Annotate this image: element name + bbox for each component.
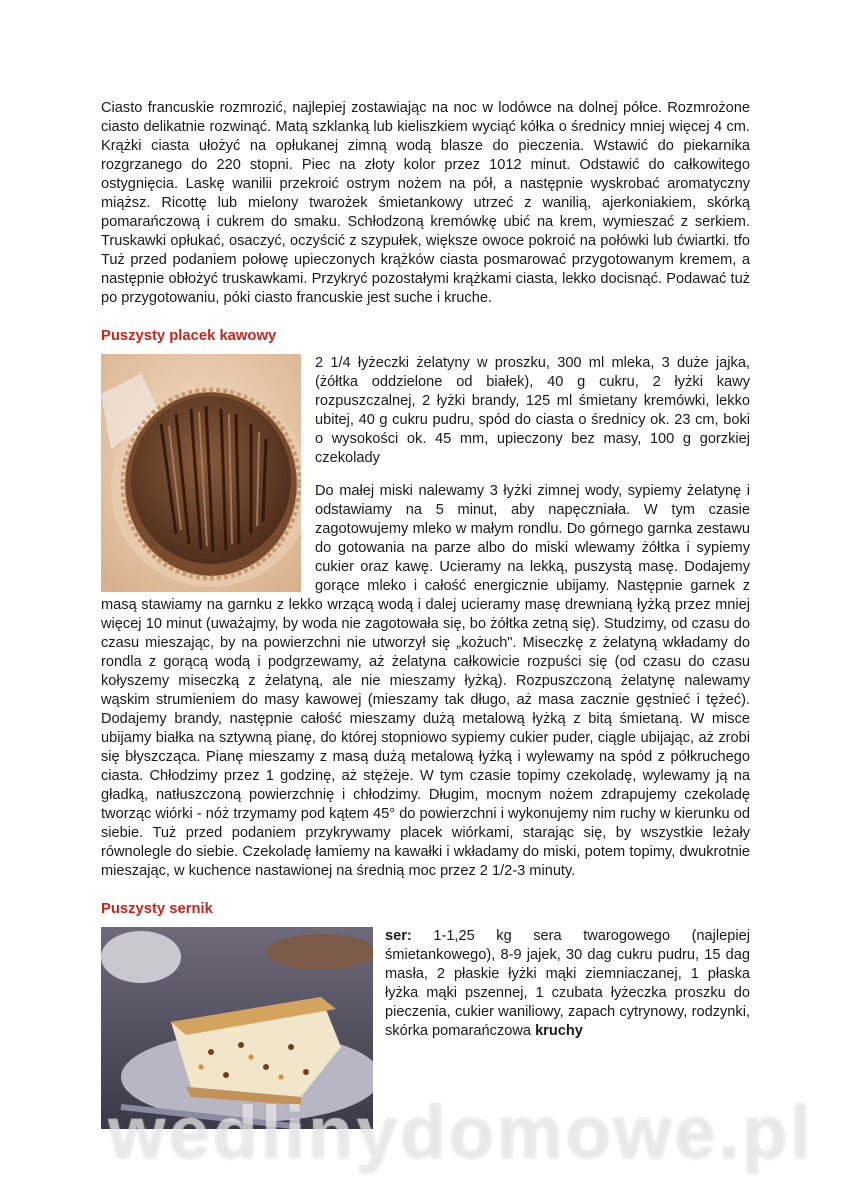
sernik-heading: Puszysty sernik — [101, 901, 213, 917]
sernik-tail-label: kruchy — [535, 1023, 583, 1039]
placek-method: Do małej miski nalewamy 3 łyżki zimnej wody, sypiemy żelatynę i odstawiamy na 5 minut, aby napęczniała. W tym czasie zagotowujemy mleko w małym rondlu. Do górnego garnka zestawu do gotowania na parze albo do miski wlewamy żółtka i sypiemy cukier oraz kawę. Ucieramy na lekką, puszystą masę. Dodajemy gorące mleko i całość energicznie ubijamy. Następnie garnek z masą stawiamy na garnku z lekko wrzącą wodą i dalej ucieramy masę drewnianą łyżką przez mniej więcej 10 minut (uważajmy, by woda nie zagotowała się, bo żółtka zetną się). Studzimy, od czasu do czasu mieszając, by na powierzchni nie utworzył się „kożuch". Miseczkę z żelatyną wkładamy do rondla z gorącą wodą i podgrzewamy, aż żelatyna całkowicie rozpuści się (od czasu do czasu kołyszemy miseczką z żelatyną, ale nie mieszamy łyżką). Rozpuszczoną żelatynę nalewamy wąskim strumieniem do masy kawowej (mieszamy tak długo, aż masa zacznie gęstnieć i tężeć). Dodajemy brandy, następnie całość mieszamy dużą metalową łyżką z bitą śmietaną. W misce ubijamy białka na sztywną pianę, do której stopniowo sypiemy cukier puder, ciągle ubijając, aż zrobi się błyszcząca. Pianę mieszamy z masą dużą metalową łyżką i wylewamy na spód z półkruchego ciasta. Chłodzimy przez 1 godzinę, aż stężeje. W tym czasie topimy czekoladę, wylewamy ją na gładką, natłuszczoną powierzchnię i chłodzimy. Długim, mocnym nożem zdrapujemy czekoladę tworząc wiórki - nóż trzymamy pod kątem 45° do powierzchni i wykonujemy nim ruchy w kierunku od siebie. Tuż przed podaniem przykrywamy placek wiórkami, starając się, by wszystkie leżały równolegle do siebie. Czekoladę łamiemy na kawałki i wkładamy do miski, potem topimy, dwukrotnie mieszając, w kuchence nastawionej na średnią moc przez 2 1/2-3 minuty. — [101, 483, 750, 879]
sernik-section — [101, 927, 750, 1041]
sernik-lead-label: ser: — [385, 928, 412, 944]
coffee-cake-photo — [101, 354, 301, 592]
placek-ingredients: 2 1/4 łyżeczki żelatyny w proszku, 300 ml mleka, 3 duże jajka, (żółtka oddzielone od białek), 40 g cukru, 2 łyżki kawy rozpuszczalnej, 2 łyżki brandy, 125 ml śmietany kremówki, lekko ubitej, 40 g cukru pudru, spód do ciasta o średnicy ok. 23 cm, boki o wysokości ok. 45 mm, upieczony bez masy, 100 g gorzkiej czekolady — [315, 355, 750, 466]
watermark-text: wedlinydomowe.pl — [108, 1091, 814, 1174]
intro-paragraph: Ciasto francuskie rozmrozić, najlepiej zostawiając na noc w lodówce na dolnej półce. Rozmrożone ciasto delikatnie rozwinąć. Matą szklanką lub kieliszkiem wyciąć kółka o średnicy mniej więcej 4 cm. Krążki ciasta ułożyć na opłukanej zimną wodą blasze do pieczenia. Wstawić do piekarnika rozgrzanego do 220 stopni. Piec na złoty kolor przez 1012 minut. Odstawić do całkowitego ostygnięcia. Laskę wanilii przekroić ostrym nożem na pół, a następnie wyskrobać aromatyczny miąższ. Ricottę lub mielony twarożek śmietankowy utrzeć z wanilią, ajerkoniakiem, skórką pomarańczową i cukrem do smaku. Schłodzoną kremówkę ubić na krem, wymieszać z serkiem. Truskawki opłukać, osaczyć, oczyścić z szypułek, większe owoce pokroić na połówki lub ćwiartki. tfo Tuż przed podaniem połowę upieczonych krążków ciasta posmarować przygotowanym kremem, a następnie obłożyć truskawkami. Przykryć pozostałymi krążkami ciasta, lekko docisnąć. Podawać tuż po przygotowaniu, póki ciasto francuskie jest suche i kruche. — [101, 100, 750, 306]
placek-heading: Puszysty placek kawowy — [101, 328, 277, 344]
document-page — [101, 99, 750, 1133]
sernik-ingredients-text: 1-1,25 kg sera twarogowego (najlepiej śmietankowego), 8-9 jajek, 30 dag cukru pudru, 15 dag masła, 2 płaskie łyżki mąki ziemniaczanej, 1 płaska łyżka mąki pszennej, 1 czubata łyżeczka proszku do pieczenia, cukier waniliowy, zapach cytrynowy, rodzynki, skórka pomarańczowa — [385, 928, 750, 1039]
placek-section — [101, 354, 750, 881]
cheesecake-photo — [101, 927, 373, 1129]
